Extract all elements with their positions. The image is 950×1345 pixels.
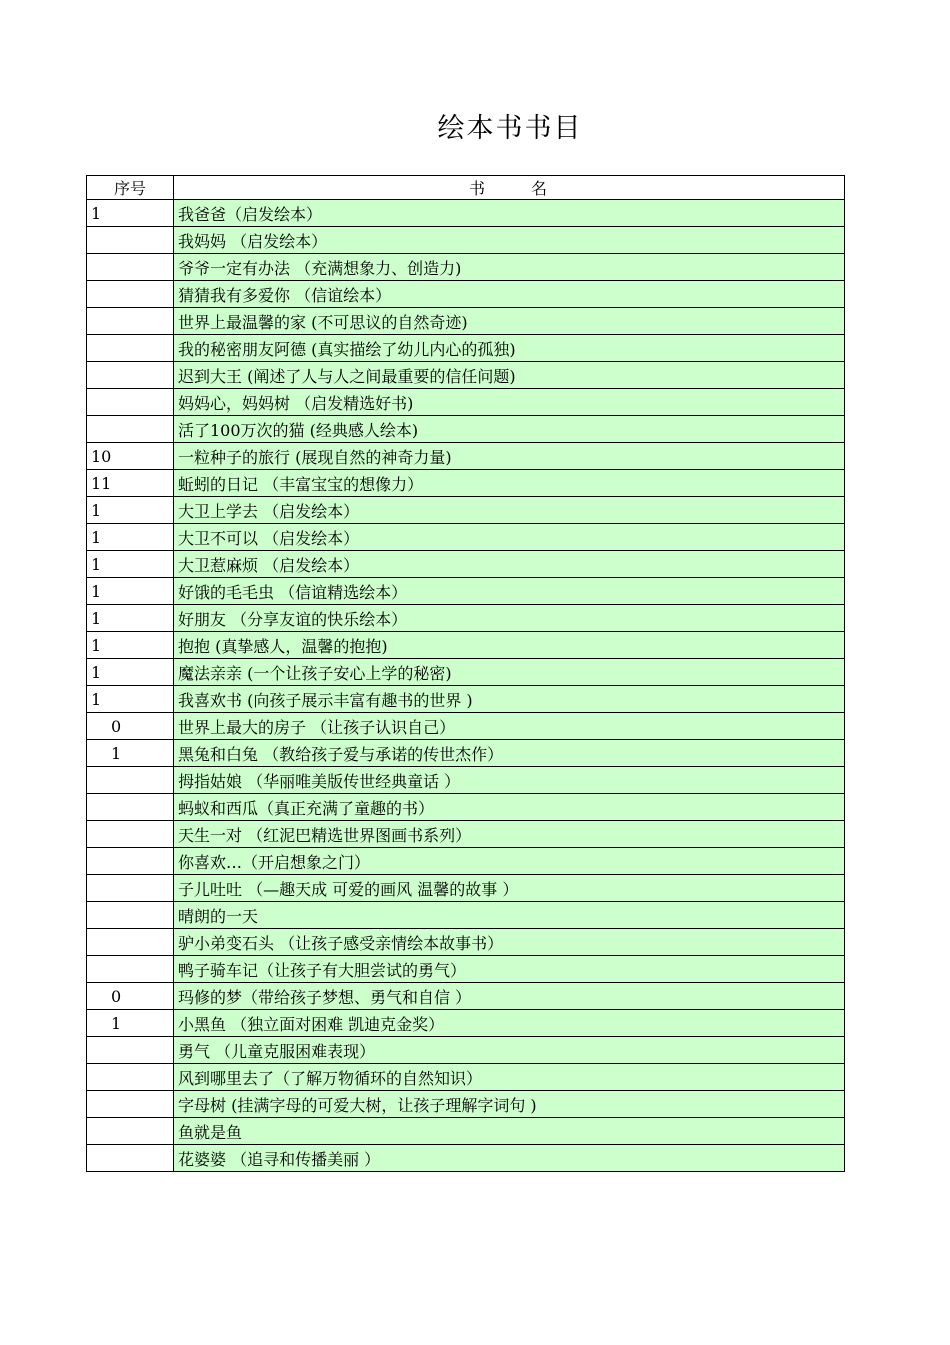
table-row [87,389,845,416]
row-number [87,362,174,389]
table-row [87,956,845,983]
table-row [87,497,845,524]
book-name: 驴小弟变石头 （让孩子感受亲情绘本故事书） [174,929,845,956]
row-number [87,227,174,254]
book-name: 字母树 (挂满字母的可爱大树，让孩子理解字词句 ) [174,1091,845,1118]
row-number [87,821,174,848]
table-row [87,1091,845,1118]
book-name: 迟到大王 (阐述了人与人之间最重要的信任问题) [174,362,845,389]
book-name: 蚯蚓的日记 （丰富宝宝的想像力） [174,470,845,497]
table-row [87,1145,845,1172]
book-name: 抱抱 (真挚感人，温馨的抱抱) [174,632,845,659]
row-number [87,389,174,416]
table-row [87,1118,845,1145]
table-row [87,200,845,227]
table-row [87,821,845,848]
book-name: 好饿的毛毛虫 （信谊精选绘本） [174,578,845,605]
book-name: 世界上最温馨的家 (不可思议的自然奇迹) [174,308,845,335]
table-row [87,254,845,281]
book-name: 好朋友 （分享友谊的快乐绘本） [174,605,845,632]
book-name: 小黑鱼 （独立面对困难 凯迪克金奖） [174,1010,845,1037]
book-name: 我的秘密朋友阿德 (真实描绘了幼儿内心的孤独) [174,335,845,362]
row-number: 1 [87,632,174,659]
book-name: 一粒种子的旅行 (展现自然的神奇力量) [174,443,845,470]
row-number: 1 [87,551,174,578]
row-number: 1 [87,605,174,632]
column-header-number: 序号 [87,176,174,200]
table-row [87,1064,845,1091]
row-number: 1 [87,497,174,524]
row-number: 1 [87,1010,174,1037]
book-name: 你喜欢…（开启想象之门） [174,848,845,875]
table-row [87,578,845,605]
table-row [87,902,845,929]
book-name: 我爸爸（启发绘本） [174,200,845,227]
row-number: 1 [87,524,174,551]
row-number [87,929,174,956]
table-row [87,308,845,335]
book-name: 我喜欢书 (向孩子展示丰富有趣书的世界 ) [174,686,845,713]
book-name: 魔法亲亲 (一个让孩子安心上学的秘密) [174,659,845,686]
row-number: 1 [87,659,174,686]
book-name: 天生一对 （红泥巴精选世界图画书系列） [174,821,845,848]
table-row [87,1010,845,1037]
page-title: 绘本书书目 [437,113,583,144]
book-name: 鸭子骑车记（让孩子有大胆尝试的勇气） [174,956,845,983]
table-body [87,200,845,1172]
row-number [87,281,174,308]
row-number [87,767,174,794]
row-number [87,956,174,983]
row-number [87,335,174,362]
book-name: 猜猜我有多爱你 （信谊绘本） [174,281,845,308]
row-number [87,1037,174,1064]
book-name: 黑兔和白兔 （教给孩子爱与承诺的传世杰作） [174,740,845,767]
row-number [87,1118,174,1145]
table-row [87,1037,845,1064]
row-number: 0 [87,983,174,1010]
row-number [87,1064,174,1091]
book-name: 子儿吐吐 （—趣天成 可爱的画风 温馨的故事 ） [174,875,845,902]
table-row [87,281,845,308]
table-row [87,875,845,902]
table-row [87,335,845,362]
row-number: 1 [87,686,174,713]
table-row [87,983,845,1010]
table-row [87,686,845,713]
row-number [87,848,174,875]
row-number [87,902,174,929]
row-number: 0 [87,713,174,740]
book-name: 大卫上学去 （启发绘本） [174,497,845,524]
book-name: 活了100万次的猫 (经典感人绘本) [174,416,845,443]
column-header-book-name-part-1: 书 [468,179,487,198]
column-header-book-name-part-2: 名 [531,179,550,198]
row-number: 11 [87,470,174,497]
book-name: 爷爷一定有办法 （充满想象力、创造力) [174,254,845,281]
column-header-book-name [174,176,845,200]
row-number: 1 [87,200,174,227]
table-row [87,470,845,497]
row-number: 1 [87,578,174,605]
book-name: 大卫惹麻烦 （启发绘本） [174,551,845,578]
row-number [87,794,174,821]
book-name: 晴朗的一天 [174,902,845,929]
book-name: 大卫不可以 （启发绘本） [174,524,845,551]
row-number [87,416,174,443]
table-row [87,551,845,578]
table-row [87,227,845,254]
table-row [87,659,845,686]
book-name: 勇气 （儿童克服困难表现） [174,1037,845,1064]
row-number [87,1091,174,1118]
row-number [87,875,174,902]
row-number [87,1145,174,1172]
table-row [87,416,845,443]
book-name: 我妈妈 （启发绘本） [174,227,845,254]
row-number: 10 [87,443,174,470]
book-name: 世界上最大的房子 （让孩子认识自己） [174,713,845,740]
book-name: 妈妈心，妈妈树 （启发精选好书) [174,389,845,416]
table-row [87,443,845,470]
table-header-row [87,176,845,200]
table-row [87,713,845,740]
table-row [87,524,845,551]
table-row [87,605,845,632]
table-row [87,632,845,659]
book-name: 蚂蚁和西瓜（真正充满了童趣的书） [174,794,845,821]
book-name: 拇指姑娘 （华丽唯美版传世经典童话 ） [174,767,845,794]
row-number: 1 [87,740,174,767]
book-name: 鱼就是鱼 [174,1118,845,1145]
row-number [87,254,174,281]
table-row [87,794,845,821]
book-name: 玛修的梦（带给孩子梦想、勇气和自信 ） [174,983,845,1010]
book-list-table [86,175,845,1172]
book-name: 花婆婆 （追寻和传播美丽 ） [174,1145,845,1172]
book-name: 风到哪里去了（了解万物循环的自然知识） [174,1064,845,1091]
table-row [87,362,845,389]
row-number [87,308,174,335]
table-row [87,848,845,875]
table-row [87,740,845,767]
table-row [87,929,845,956]
table-row [87,767,845,794]
